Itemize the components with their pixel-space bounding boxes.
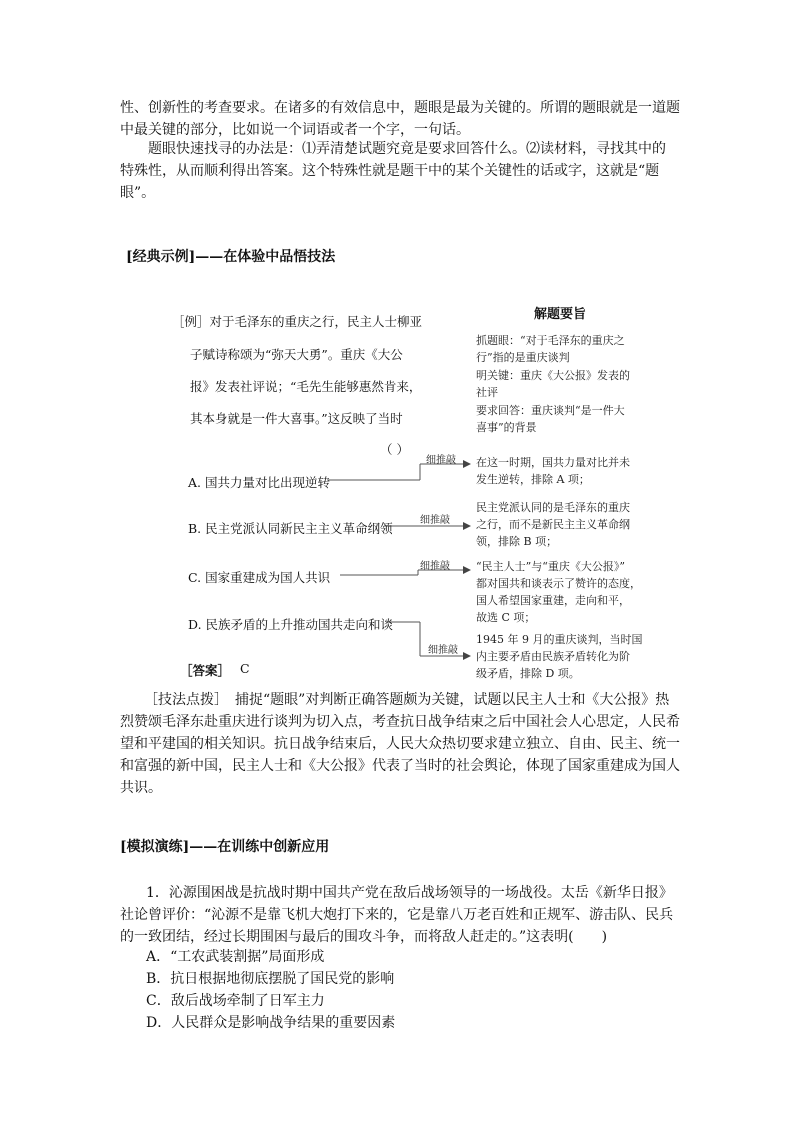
example-stem-1: ［例］对于毛泽东的重庆之行，民主人士柳亚 xyxy=(172,314,423,329)
skill-line-4: 和富强的新中国，民主人士和《大公报》代表了当时的社会舆论，体现了国家重建成为国人 xyxy=(120,758,680,774)
practice-option-c: C．敌后战场牵制了日军主力 xyxy=(146,993,325,1009)
tuiqiao-label-b: 细推敲 xyxy=(420,515,450,526)
analysis-item-3: 明关键：重庆《大公报》发表的 xyxy=(476,369,630,382)
intro-line-2: 中最关键的部分，比如说一个词语或者一个字，一句话。 xyxy=(120,122,470,138)
explanation-c-3: 国人希望国家重建，走向和平， xyxy=(476,594,630,607)
intro-line-5: 眼”。 xyxy=(120,185,156,201)
practice-question-2: 社论曾评价：“沁源不是靠飞机大炮打下来的，它是靠八万老百姓和正规军、游击队、民兵 xyxy=(120,907,674,923)
practice-heading: [模拟演练]——在训练中创新应用 xyxy=(120,839,330,855)
explanation-c-2: 都对国共和谈表示了赞许的态度， xyxy=(476,577,641,590)
example-option-b: B. 民主党派认同新民主主义革命纲领 xyxy=(188,521,393,536)
example-blank: （ ） xyxy=(380,442,409,457)
explanation-a-2: 发生逆转，排除 A 项； xyxy=(476,473,590,486)
intro-line-1: 性、创新性的考查要求。在诸多的有效信息中，题眼是最为关键的。所谓的题眼就是一道题 xyxy=(120,100,680,116)
practice-question-1: 1．沁源围困战是抗战时期中国共产党在敌后战场领导的一场战役。太岳《新华日报》 xyxy=(146,885,673,901)
analysis-item-6: 喜事”的背景 xyxy=(476,421,537,434)
example-stem-4: 其本身就是一件大喜事。”这反映了当时 xyxy=(190,411,403,426)
explanation-b-1: 民主党派认同的是毛泽东的重庆 xyxy=(476,501,630,514)
explanation-d-2: 内主要矛盾由民族矛盾转化为阶 xyxy=(476,650,630,663)
explanation-c-4: 故选 C 项； xyxy=(476,611,536,624)
example-option-c: C. 国家重建成为国人共识 xyxy=(188,570,331,585)
analysis-item-5: 要求回答：重庆谈判“是一件大 xyxy=(476,404,625,417)
analysis-item-1: 抓题眼：“对于毛泽东的重庆之 xyxy=(476,334,625,347)
explanation-b-2: 之行，而不是新民主主义革命纲 xyxy=(476,518,630,531)
example-stem-3: 报》发表社评说；“毛先生能够惠然肯来， xyxy=(190,379,422,394)
example-option-d: D. 民族矛盾的上升推动国共走向和谈 xyxy=(188,617,394,632)
skill-line-2: 烈赞颂毛泽东赴重庆进行谈判为切入点，考查抗日战争结束之后中国社会人心思定，人民希 xyxy=(120,714,680,730)
explanation-a-1: 在这一时期，国共力量对比并未 xyxy=(476,456,630,469)
practice-option-d: D．人民群众是影响战争结果的重要因素 xyxy=(146,1015,396,1031)
explanation-c-1: “民主人士”与“重庆《大公报》” xyxy=(476,560,625,573)
answer-label: ［答案］ xyxy=(180,663,231,678)
answer-value: C xyxy=(240,661,250,676)
practice-option-a: A．“工农武装割据”局面形成 xyxy=(146,949,325,965)
explanation-d-1: 1945 年 9 月的重庆谈判，当时国 xyxy=(476,633,643,646)
explanation-d-3: 级矛盾，排除 D 项。 xyxy=(476,667,580,680)
skill-line-3: 望和平建国的相关知识。抗日战争结束后，人民大众热切要求建立独立、自由、民主、统一 xyxy=(120,736,680,752)
practice-option-b: B．抗日根据地彻底摆脱了国民党的影响 xyxy=(146,971,395,987)
analysis-item-4: 社评 xyxy=(476,386,498,399)
skill-line-5: 共识。 xyxy=(120,780,162,796)
tuiqiao-label-c: 细推敲 xyxy=(420,561,450,572)
skill-line-1: ［技法点拨］ 捕捉“题眼”对判断正确答题颇为关键，试题以民主人士和《大公报》热 xyxy=(144,692,670,708)
tuiqiao-label-a: 细推敲 xyxy=(426,455,456,466)
tuiqiao-label-d: 细推敲 xyxy=(428,645,458,656)
example-stem-2: 子赋诗称颂为“弥天大勇”。重庆《大公 xyxy=(190,347,403,362)
example-option-a: A. 国共力量对比出现逆转 xyxy=(188,475,330,490)
intro-line-3: 题眼快速找寻的办法是：⑴弄清楚试题究竟是要求回答什么。⑵读材料，寻找其中的 xyxy=(148,141,666,157)
analysis-title: 解题要旨 xyxy=(534,307,587,322)
analysis-item-2: 行”指的是重庆谈判 xyxy=(476,351,570,364)
example-heading: [经典示例]——在体验中品悟技法 xyxy=(126,249,336,265)
practice-question-3: 的一致团结，经过长期围困与最后的围攻斗争，而将敌人赶走的。”这表明( ) xyxy=(120,929,608,945)
intro-line-4: 特殊性，从而顺利得出答案。这个特殊性就是题干中的某个关键性的话或字，这就是“题 xyxy=(120,163,660,179)
explanation-b-3: 领，排除 B 项； xyxy=(476,535,558,548)
